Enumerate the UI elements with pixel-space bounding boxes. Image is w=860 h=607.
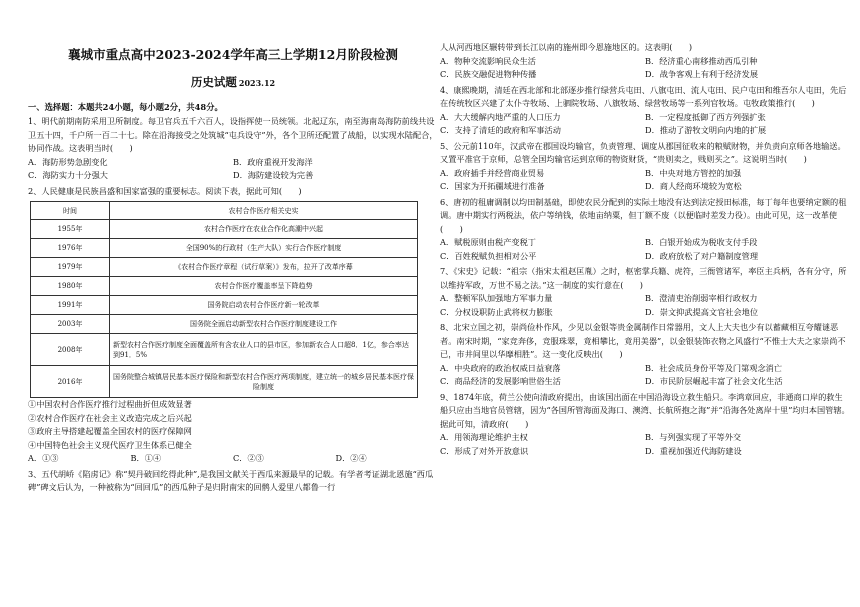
table-cell-year: 1976年: [31, 239, 110, 258]
option-a: A．海防形势急剧变化: [28, 156, 108, 167]
option-b: B．经济重心南移推动西瓜引种: [645, 55, 758, 66]
option-d: D．崇文抑武提高文官社会地位: [645, 306, 759, 317]
question-9: 9、1874年底，荷兰公使向清政府提出，由该国出面在中国沿海设立救生船只。李鸿章回应，非通商口岸的救生船只应由当地官员管辖，因为“各国所管海面及海口、澳湾、长航所抱之海”并“沿海各处离岸十里”均归本国管辖。据此可知，清政府( ): [440, 391, 850, 429]
option-b: B．中央对地方管控的加强: [645, 167, 742, 178]
option-c: C．分权设职防止武将权力膨胀: [440, 306, 553, 317]
question-5-options: [440, 167, 850, 194]
option-c: C．商品经济的发展影响世俗生活: [440, 376, 561, 386]
table-row: [31, 239, 418, 258]
question-2: 2、人民健康是民族昌盛和国家富强的重要标志。阅读下表，据此可知( ): [28, 185, 302, 196]
exam-subtitle: [28, 75, 438, 90]
option-a: A．用领海理论维护主权: [440, 432, 528, 442]
question-4-options: [440, 111, 850, 138]
left-column: [28, 0, 438, 495]
right-column: [440, 41, 850, 458]
table-cell-fact: 国务院全面启动新型农村合作医疗制度建设工作: [110, 315, 418, 334]
statement-4: ④中国特色社会主义现代医疗卫生体系已健全: [28, 439, 192, 450]
option-c: C．百姓税赋负担相对公平: [440, 250, 537, 261]
table-header-row: [31, 202, 418, 220]
table-cell-year: 2008年: [31, 334, 110, 366]
option-a: A．政府插手并经营商业贸易: [440, 167, 545, 178]
table-cell-year: 2003年: [31, 315, 110, 334]
option-b: B．澄清吏治削弱宰相行政权力: [645, 293, 758, 303]
table-cell-year: 1979年: [31, 258, 110, 277]
statement-1: ①中国农村合作医疗推行过程曲折但成效显著: [28, 399, 192, 409]
question-3-options: [440, 55, 850, 82]
table-cell-year: 1991年: [31, 296, 110, 315]
table-cell-fact: 《农村合作医疗章程（试行草案）》发布，拉开了改革序幕: [110, 258, 418, 277]
option-a: A．大大缓解内地严重的人口压力: [440, 111, 561, 122]
subtitle-text: 历史试题: [190, 75, 237, 89]
medical-history-table: [30, 201, 418, 398]
option-d: D．市民阶层崛起丰富了社会文化生活: [645, 376, 783, 386]
table-row: [31, 296, 418, 315]
question-2-options: [28, 452, 438, 466]
question-6-options: [440, 236, 850, 263]
option-d: D．商人经商环境较为宽松: [645, 181, 742, 191]
table-cell-year: 1980年: [31, 277, 110, 296]
table-cell-year: 2016年: [31, 366, 110, 398]
option-d: D．战争客观上有利于经济发展: [645, 69, 759, 79]
option-b: B．白银开始成为税收支付手段: [645, 237, 758, 247]
option-c: C．海防实力十分强大: [28, 170, 108, 180]
section-heading: 一、选择题：本题共24小题，每小题2分，共48分。: [28, 102, 223, 112]
question-1-options: [28, 156, 438, 183]
statement-3: ③政府主导搭建起覆盖全国农村的医疗保障网: [28, 426, 192, 436]
option-d: D．政府放松了对户籍制度管理: [645, 250, 759, 261]
option-d: D．②④: [335, 453, 367, 463]
option-c: C．②③: [233, 453, 264, 463]
question-6: 6、唐初的租庸调制以均田制基础，即使农民分配到的实际土地没有达到法定授田标准，每丁每年也要纳定额的租调。唐中期实行两税法，依户等纳钱，依地亩纳粟，但丁额不废（以便临时差发力役）。由此可见，这一改革使( ): [440, 196, 847, 234]
statement-2: ②农村合作医疗在社会主义改造完成之后兴起: [28, 412, 192, 423]
option-b: B．社会成员身份平等及门第观念消亡: [645, 362, 783, 373]
option-d: D．海防建设较为完善: [233, 170, 314, 180]
table-row: [31, 277, 418, 296]
table-row: [31, 220, 418, 239]
table-row: [31, 315, 418, 334]
option-d: D．重视加强近代海防建设: [645, 445, 742, 456]
option-c: C．形成了对外开放意识: [440, 445, 529, 456]
table-header-facts: 农村合作医疗相关史实: [110, 202, 418, 220]
question-8-options: [440, 362, 850, 389]
table-row: [31, 258, 418, 277]
option-b: B．①④: [130, 453, 162, 463]
option-b: B．与列强实现了平等外交: [645, 432, 742, 442]
table-cell-fact: 农村合作医疗覆盖率呈下降趋势: [110, 277, 418, 296]
question-1: 1、明代前期南防采用卫所制度。每卫官兵五千六百人，设指挥使一员统领。北起辽东，南至海南岛海防前线共设卫五十四，千户所一百二十七。除在沿海接受之处筑城“屯兵设守”外，各个卫所还配置了战船，以实现水陆配合，协同作战。这表明当时( ): [28, 116, 438, 153]
option-a: A．中央政府的政治权威日益衰落: [440, 362, 561, 373]
question-8: 8、北宋立国之初，崇尚俭朴作风，少见以金银等贵金属制作日常器用，文人上大夫也少有以蓄藏相互夸耀谜恶者。南宋时期，“家竞奔侈，竞服珠翠，竟相攀比，竟用美器”，以金银装饰衣物之风盛行“不惟士大夫之家崇尚不已，市井间里以华靡相胜”。这一变化反映出( ): [440, 322, 846, 359]
table-cell-year: 1955年: [31, 220, 110, 239]
table-cell-fact: 新型农村合作医疗制度全面覆盖所有含农业人口的县市区，参加新农合人口超8．1亿，参合率达到91．5%: [110, 334, 418, 366]
option-a: A．物种交流影响民众生活: [440, 55, 536, 66]
table-cell-fact: 国务院整合城镇居民基本医疗保险和新型农村合作医疗两项制度，建立统一的城乡居民基本医疗保险制度: [110, 366, 418, 398]
option-a: A．整顿军队加强地方军事力量: [440, 293, 553, 303]
question-7-options: [440, 292, 850, 319]
exam-date: 2023.12: [238, 78, 276, 88]
table-header-time: 时间: [31, 202, 110, 220]
option-a: A．①③: [28, 453, 59, 463]
option-b: B．政府重视开发海洋: [233, 156, 313, 167]
option-a: A．赋税原则由税产变税丁: [440, 237, 536, 247]
table-cell-fact: 农村合作医疗在农业合作化高潮中兴起: [110, 220, 418, 239]
table-row: [31, 334, 418, 366]
option-c: C．支持了清廷的政府和军事活动: [440, 125, 561, 135]
question-3-part-2: 人从河西地区辗转带到长江以南的施州即今恩施地区的。这表明( ): [440, 42, 693, 52]
question-4: 4、康熙晚期，清廷在西北部和北部逐步推行绿营兵屯田、八旗屯田、流人屯田、民户屯田和维吾尔人屯田，先后在传统牧区兴建了太仆寺牧场、上驷院牧场、八旗牧场、绿营牧场等一系列官牧场。屯牧政策推行( ): [440, 84, 847, 108]
table-cell-fact: 全国90%的行政村（生产大队）实行合作医疗制度: [110, 239, 418, 258]
exam-title: 襄城市重点高中2023-2024学年高三上学期12月阶段检测: [68, 47, 398, 62]
question-9-options: [440, 431, 850, 458]
question-7: 7、《宋史》记载：“祖宗（指宋太祖赵匡胤）之时，枢密掌兵籍、虎符，三衙管诸军，率臣主兵柄，各有分守，所以维持军政，万世不易之法。”这一制度的实行意在( ): [440, 266, 847, 290]
question-3-part-1: 3、五代胡峤《陷虏记》称“契丹破回纥得此种”,是我国文献关于西瓜来源最早的记载。有学者考证湖北恩施“西瓜碑”碑文后认为，一种被称为“回回瓜”的西瓜种子是归附南宋的回鹘人爱里八都鲁一行: [28, 468, 434, 492]
table-cell-fact: 国务院启动农村合作医疗新一轮改革: [110, 296, 418, 315]
option-c: C．国家为开拓疆域进行准备: [440, 181, 545, 191]
option-c: C．民族交融促进物种传播: [440, 69, 537, 79]
table-row: [31, 366, 418, 398]
option-d: D．推动了游牧文明向内地的扩展: [645, 125, 767, 135]
option-b: B．一定程度抵御了西方列强扩张: [645, 111, 766, 122]
question-5: 5、公元前110年，汉武帝在郡国设均输官，负责管理、调度从郡国征收来的粮赋财物，并负责向京师各地输送。又置平准官于京师，总管全国均输官运到京师的物资财货，“贵则卖之，贱则买之”。这说明当时( ): [440, 140, 846, 164]
